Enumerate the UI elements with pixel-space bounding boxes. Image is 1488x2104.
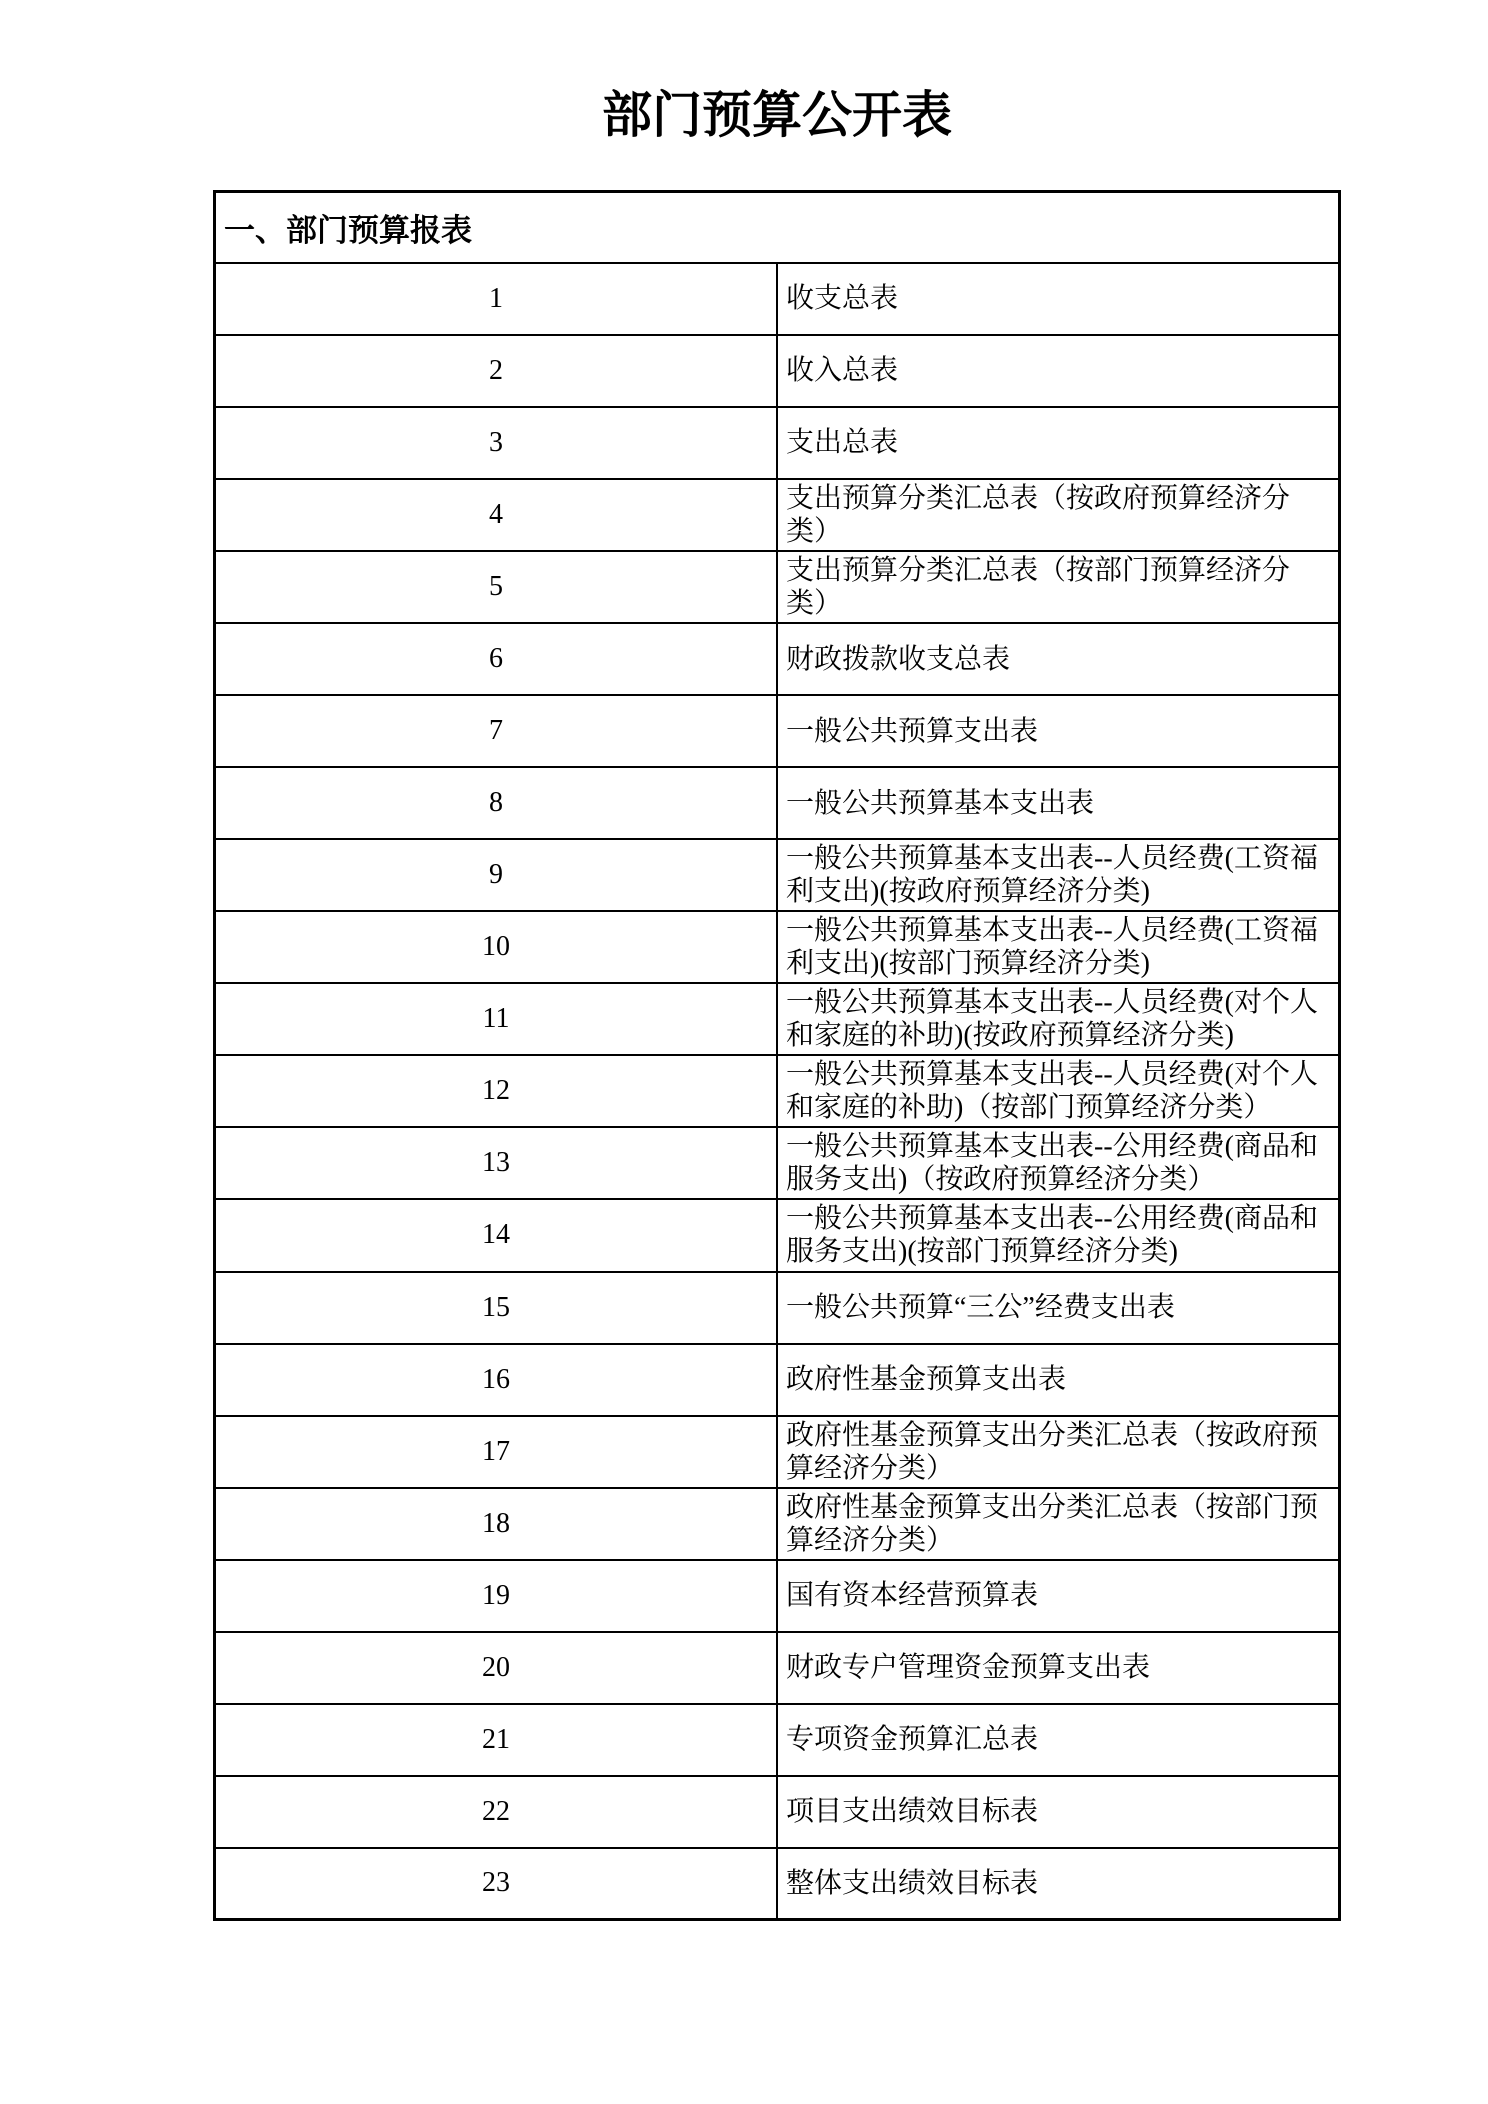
row-title: 政府性基金预算支出分类汇总表（按政府预算经济分类） (777, 1416, 1340, 1488)
section-header: 一、部门预算报表 (215, 192, 1340, 264)
row-title: 一般公共预算支出表 (777, 695, 1340, 767)
table-row (215, 1560, 1340, 1632)
row-number: 6 (215, 623, 778, 695)
table-row (215, 407, 1340, 479)
row-title: 项目支出绩效目标表 (777, 1776, 1340, 1848)
row-number: 4 (215, 479, 778, 551)
row-title: 一般公共预算基本支出表--人员经费(工资福利支出)(按部门预算经济分类) (777, 911, 1340, 983)
page-title: 部门预算公开表 (602, 87, 952, 143)
table-row (215, 1416, 1340, 1488)
table-row (215, 1199, 1340, 1271)
row-number: 17 (215, 1416, 778, 1488)
table-row (215, 1632, 1340, 1704)
table-row (215, 623, 1340, 695)
row-number: 2 (215, 335, 778, 407)
table-row (215, 1704, 1340, 1776)
row-number: 20 (215, 1632, 778, 1704)
row-title: 整体支出绩效目标表 (777, 1848, 1340, 1920)
row-title: 收入总表 (777, 335, 1340, 407)
row-title: 支出总表 (777, 407, 1340, 479)
table-row (215, 1272, 1340, 1344)
table-row (215, 1488, 1340, 1560)
row-title: 一般公共预算基本支出表--公用经费(商品和服务支出)（按政府预算经济分类） (777, 1127, 1340, 1199)
row-title: 一般公共预算“三公”经费支出表 (777, 1272, 1340, 1344)
row-number: 5 (215, 551, 778, 623)
row-number: 19 (215, 1560, 778, 1632)
table-row (215, 551, 1340, 623)
row-number: 16 (215, 1344, 778, 1416)
row-title: 一般公共预算基本支出表 (777, 767, 1340, 839)
row-title: 一般公共预算基本支出表--公用经费(商品和服务支出)(按部门预算经济分类) (777, 1199, 1340, 1271)
row-number: 8 (215, 767, 778, 839)
row-number: 9 (215, 839, 778, 911)
table-row (215, 695, 1340, 767)
row-number: 21 (215, 1704, 778, 1776)
table-row (215, 983, 1340, 1055)
row-number: 10 (215, 911, 778, 983)
row-number: 3 (215, 407, 778, 479)
table-row (215, 911, 1340, 983)
table-row (215, 839, 1340, 911)
row-title: 财政拨款收支总表 (777, 623, 1340, 695)
table-row (215, 1055, 1340, 1127)
row-number: 12 (215, 1055, 778, 1127)
row-title: 一般公共预算基本支出表--人员经费(工资福利支出)(按政府预算经济分类) (777, 839, 1340, 911)
row-number: 22 (215, 1776, 778, 1848)
row-title: 国有资本经营预算表 (777, 1560, 1340, 1632)
table-row (215, 1127, 1340, 1199)
row-number: 15 (215, 1272, 778, 1344)
row-title: 财政专户管理资金预算支出表 (777, 1632, 1340, 1704)
row-number: 7 (215, 695, 778, 767)
table-row (215, 263, 1340, 335)
row-title: 收支总表 (777, 263, 1340, 335)
row-title: 政府性基金预算支出分类汇总表（按部门预算经济分类） (777, 1488, 1340, 1560)
table-row (215, 767, 1340, 839)
budget-table-body (215, 192, 1340, 1920)
row-number: 13 (215, 1127, 778, 1199)
row-number: 23 (215, 1848, 778, 1920)
row-title: 一般公共预算基本支出表--人员经费(对个人和家庭的补助)(按政府预算经济分类) (777, 983, 1340, 1055)
table-row (215, 1776, 1340, 1848)
row-number: 14 (215, 1199, 778, 1271)
row-number: 1 (215, 263, 778, 335)
row-title: 专项资金预算汇总表 (777, 1704, 1340, 1776)
row-number: 18 (215, 1488, 778, 1560)
table-row (215, 335, 1340, 407)
section-header-row (215, 192, 1340, 264)
row-title: 支出预算分类汇总表（按部门预算经济分类） (777, 551, 1340, 623)
budget-table (213, 190, 1341, 1921)
row-title: 政府性基金预算支出表 (777, 1344, 1340, 1416)
table-row (215, 479, 1340, 551)
table-row (215, 1344, 1340, 1416)
table-row (215, 1848, 1340, 1920)
row-title: 一般公共预算基本支出表--人员经费(对个人和家庭的补助)（按部门预算经济分类） (777, 1055, 1340, 1127)
row-number: 11 (215, 983, 778, 1055)
row-title: 支出预算分类汇总表（按政府预算经济分类） (777, 479, 1340, 551)
